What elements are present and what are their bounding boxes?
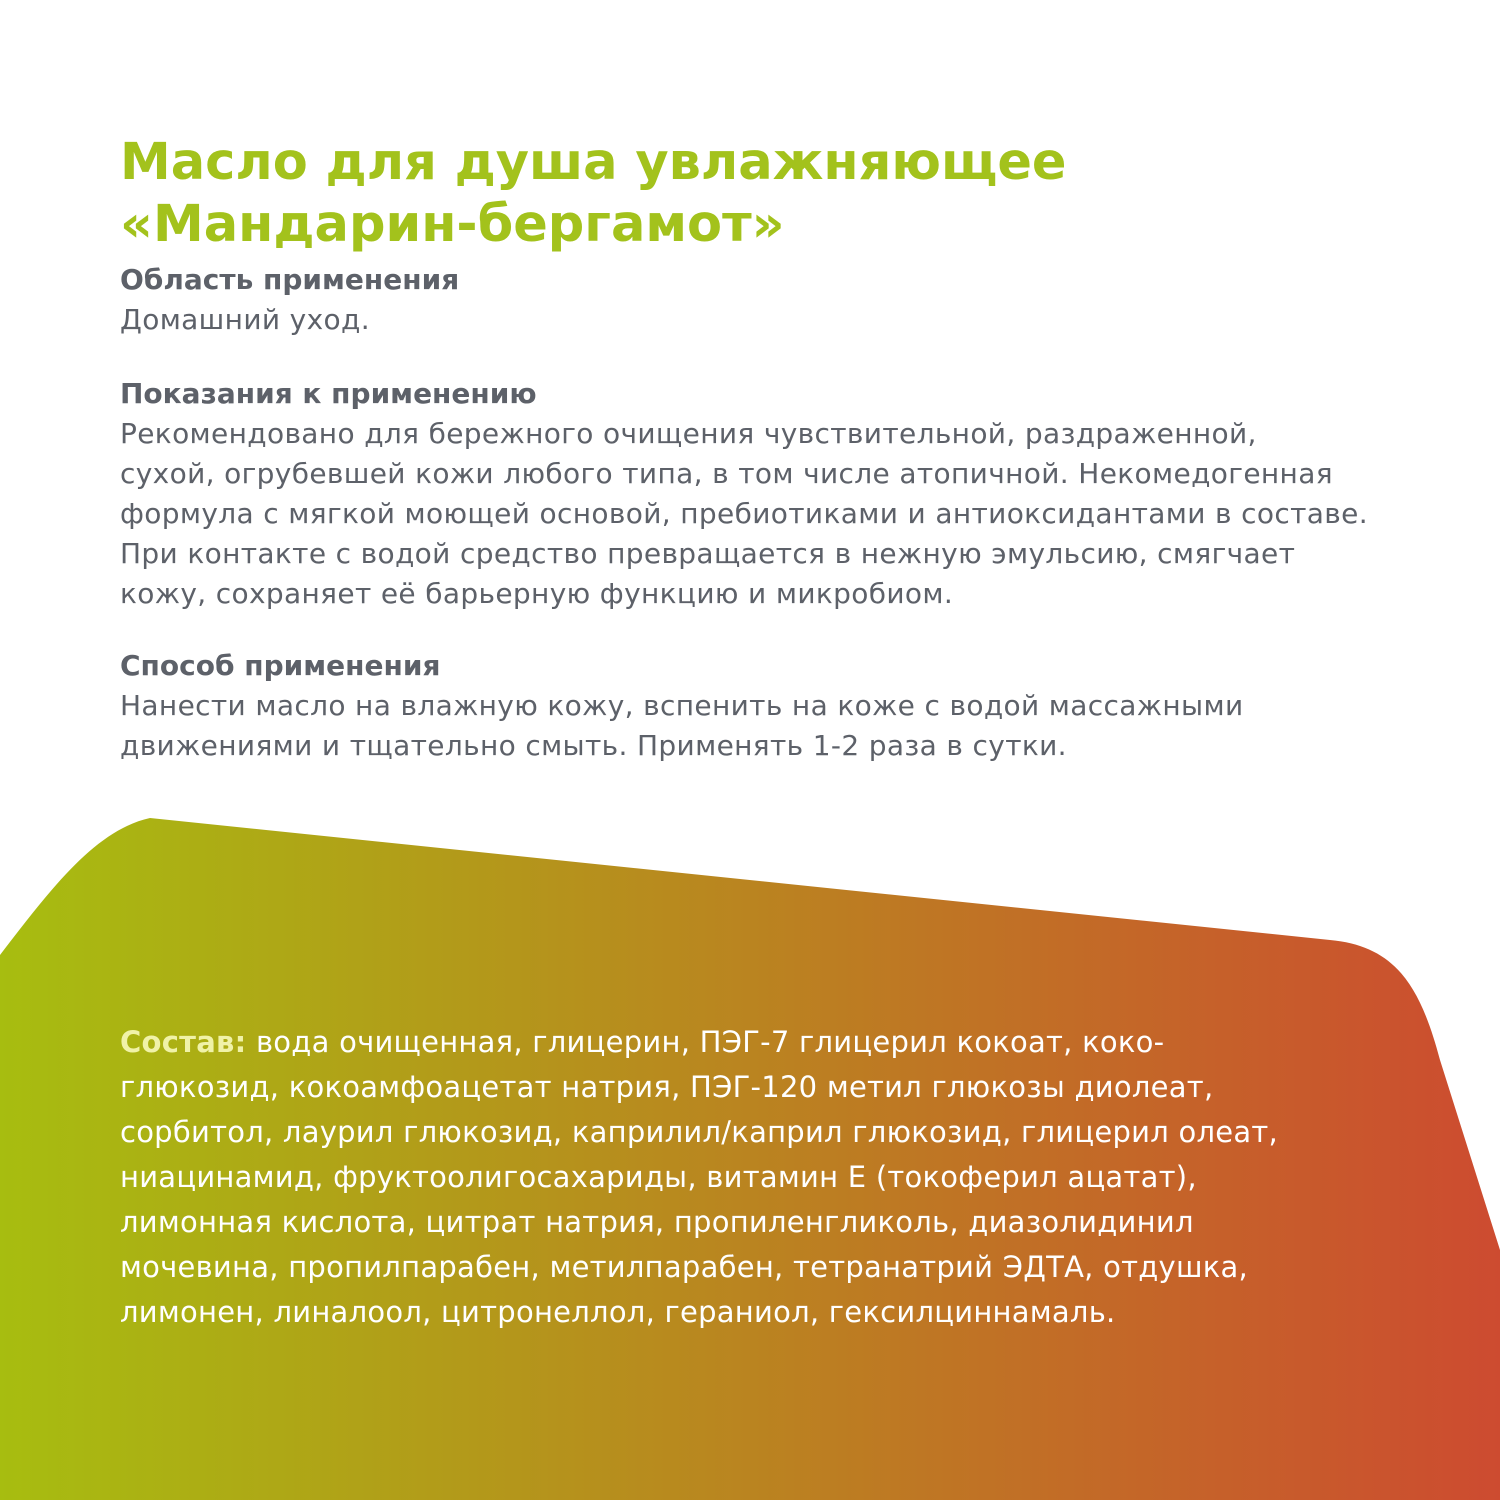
composition-line — [120, 1020, 1450, 1065]
composition-block — [120, 1020, 1450, 1335]
section-text-line: Рекомендовано для бережного очищения чувствительной, раздраженной, — [120, 417, 1257, 450]
product-title-line-1: Масло для душа увлажняющее — [120, 133, 1067, 192]
product-title-line-2: «Мандарин-бергамот» — [120, 195, 785, 254]
composition-first-line-text: вода очищенная, глицерин, ПЭГ-7 глицерил кокоат, коко- — [246, 1025, 1165, 1059]
section-text-line: Домашний уход. — [120, 303, 370, 336]
composition-line: сорбитол, лаурил глюкозид, каприлил/каприл глюкозид, глицерил олеат, — [120, 1115, 1278, 1149]
section-text-line: формула с мягкой моющей основой, пребиотиками и антиоксидантами в составе. — [120, 497, 1368, 530]
section-indications — [120, 374, 1440, 614]
section-text-line: При контакте с водой средство превращается в нежную эмульсию, смягчает — [120, 537, 1296, 570]
section-application-area — [120, 260, 1440, 340]
composition-line: лимонная кислота, цитрат натрия, пропиленгликоль, диазолидинил — [120, 1205, 1194, 1239]
composition-label: Состав: — [120, 1025, 247, 1059]
section-heading: Показания к применению — [120, 377, 537, 410]
section-text-line: Нанести масло на влажную кожу, вспенить на коже с водой массажными — [120, 689, 1244, 722]
composition-line: ниацинамид, фруктоолигосахариды, витамин Е (токоферил ацатат), — [120, 1160, 1197, 1194]
composition-line: лимонен, линалоол, цитронеллол, гераниол, гексилциннамаль. — [120, 1295, 1116, 1329]
product-title — [120, 132, 1420, 256]
section-text-line: кожу, сохраняет её барьерную функцию и микробиом. — [120, 577, 954, 610]
composition-line: глюкозид, кокоамфоацетат натрия, ПЭГ-120 метил глюкозы диолеат, — [120, 1070, 1214, 1104]
composition-line: мочевина, пропилпарабен, метилпарабен, тетранатрий ЭДТА, отдушка, — [120, 1250, 1249, 1284]
section-heading: Область применения — [120, 263, 460, 296]
section-text-line: движениями и тщательно смыть. Применять 1-2 раза в сутки. — [120, 729, 1067, 762]
section-heading: Способ применения — [120, 649, 441, 682]
section-text-line: сухой, огрубевшей кожи любого типа, в том числе атопичной. Некомедогенная — [120, 457, 1333, 490]
section-usage-method — [120, 646, 1440, 766]
